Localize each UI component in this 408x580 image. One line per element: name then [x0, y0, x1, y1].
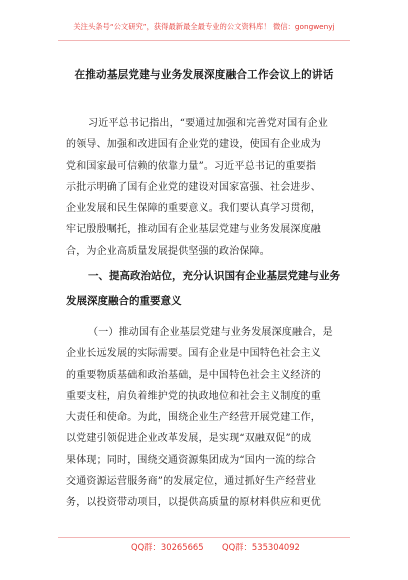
paragraph-line: 的领导、加强和改进国有企业党的建设，使国有企业成为 — [66, 139, 321, 151]
section-heading-1 — [66, 264, 348, 314]
paragraph-section-1 — [66, 322, 346, 514]
header-divider — [58, 40, 350, 41]
promo-header: 关注头条号“公文研究”，获得最新最全最专业的公文资料库！ 微信：gongwenyj — [73, 22, 335, 31]
paragraph-line: 示批示明确了国有企业党的建设对国家富强、社会进步、 — [66, 181, 321, 193]
paragraph-line: 企业长远发展的实际需要。国有企业是中国特色社会主义 — [66, 348, 321, 360]
paragraph-line: 交通资源运营服务商”的发展定位，通过抓好生产经营业 — [66, 476, 317, 488]
paragraph-line: 合，为企业高质量发展提供坚强的政治保障。 — [66, 245, 270, 257]
paragraph-intro — [66, 113, 346, 262]
paragraph-line: 的重要物质基础和政治基础，是中国特色社会主义经济的 — [66, 369, 321, 381]
heading-line: 一、提高政治站位，充分认识国有企业基层党建与业务 — [88, 270, 340, 282]
paragraph-line: 以党建引领促进企业改革发展，是实现“双融双促”的成 — [66, 433, 312, 445]
paragraph-line: 党和国家最可信赖的依靠力量”。习近平总书记的重要指 — [66, 160, 317, 172]
paragraph-line: 重要支柱，肩负着维护党的执政地位和社会主义制度的重 — [66, 390, 321, 402]
document-title: 在推动基层党建与业务发展深度融合工作会议上的讲话 — [74, 69, 334, 81]
paragraph-line: 大责任和使命。为此，围绕企业生产经营开展党建工作， — [66, 412, 321, 424]
qq-group-1: QQ群：30265665 — [131, 542, 204, 552]
paragraph-line: （一）推动国有企业基层党建与业务发展深度融合，是 — [88, 327, 333, 338]
paragraph-line: 企业发展和民生保障的重要意义。我们要认真学习贯彻， — [66, 203, 321, 215]
paragraph-line: 果体现；同时，围绕交通资源集团成为“国内一流的综合 — [66, 454, 317, 466]
qq-group-2: QQ群：535304092 — [222, 542, 300, 552]
paragraph-line: 务，以投资带动项目，以提供高质量的原材料供应和更优 — [66, 497, 321, 509]
paragraph-line: 习近平总书记指出，“要通过加强和完善党对国有企业 — [88, 118, 328, 129]
footer-divider — [58, 537, 350, 538]
paragraph-line: 牢记殷殷嘱托，推动国有企业基层党建与业务发展深度融 — [66, 224, 321, 236]
heading-line: 发展深度融合的重要意义 — [66, 295, 182, 307]
